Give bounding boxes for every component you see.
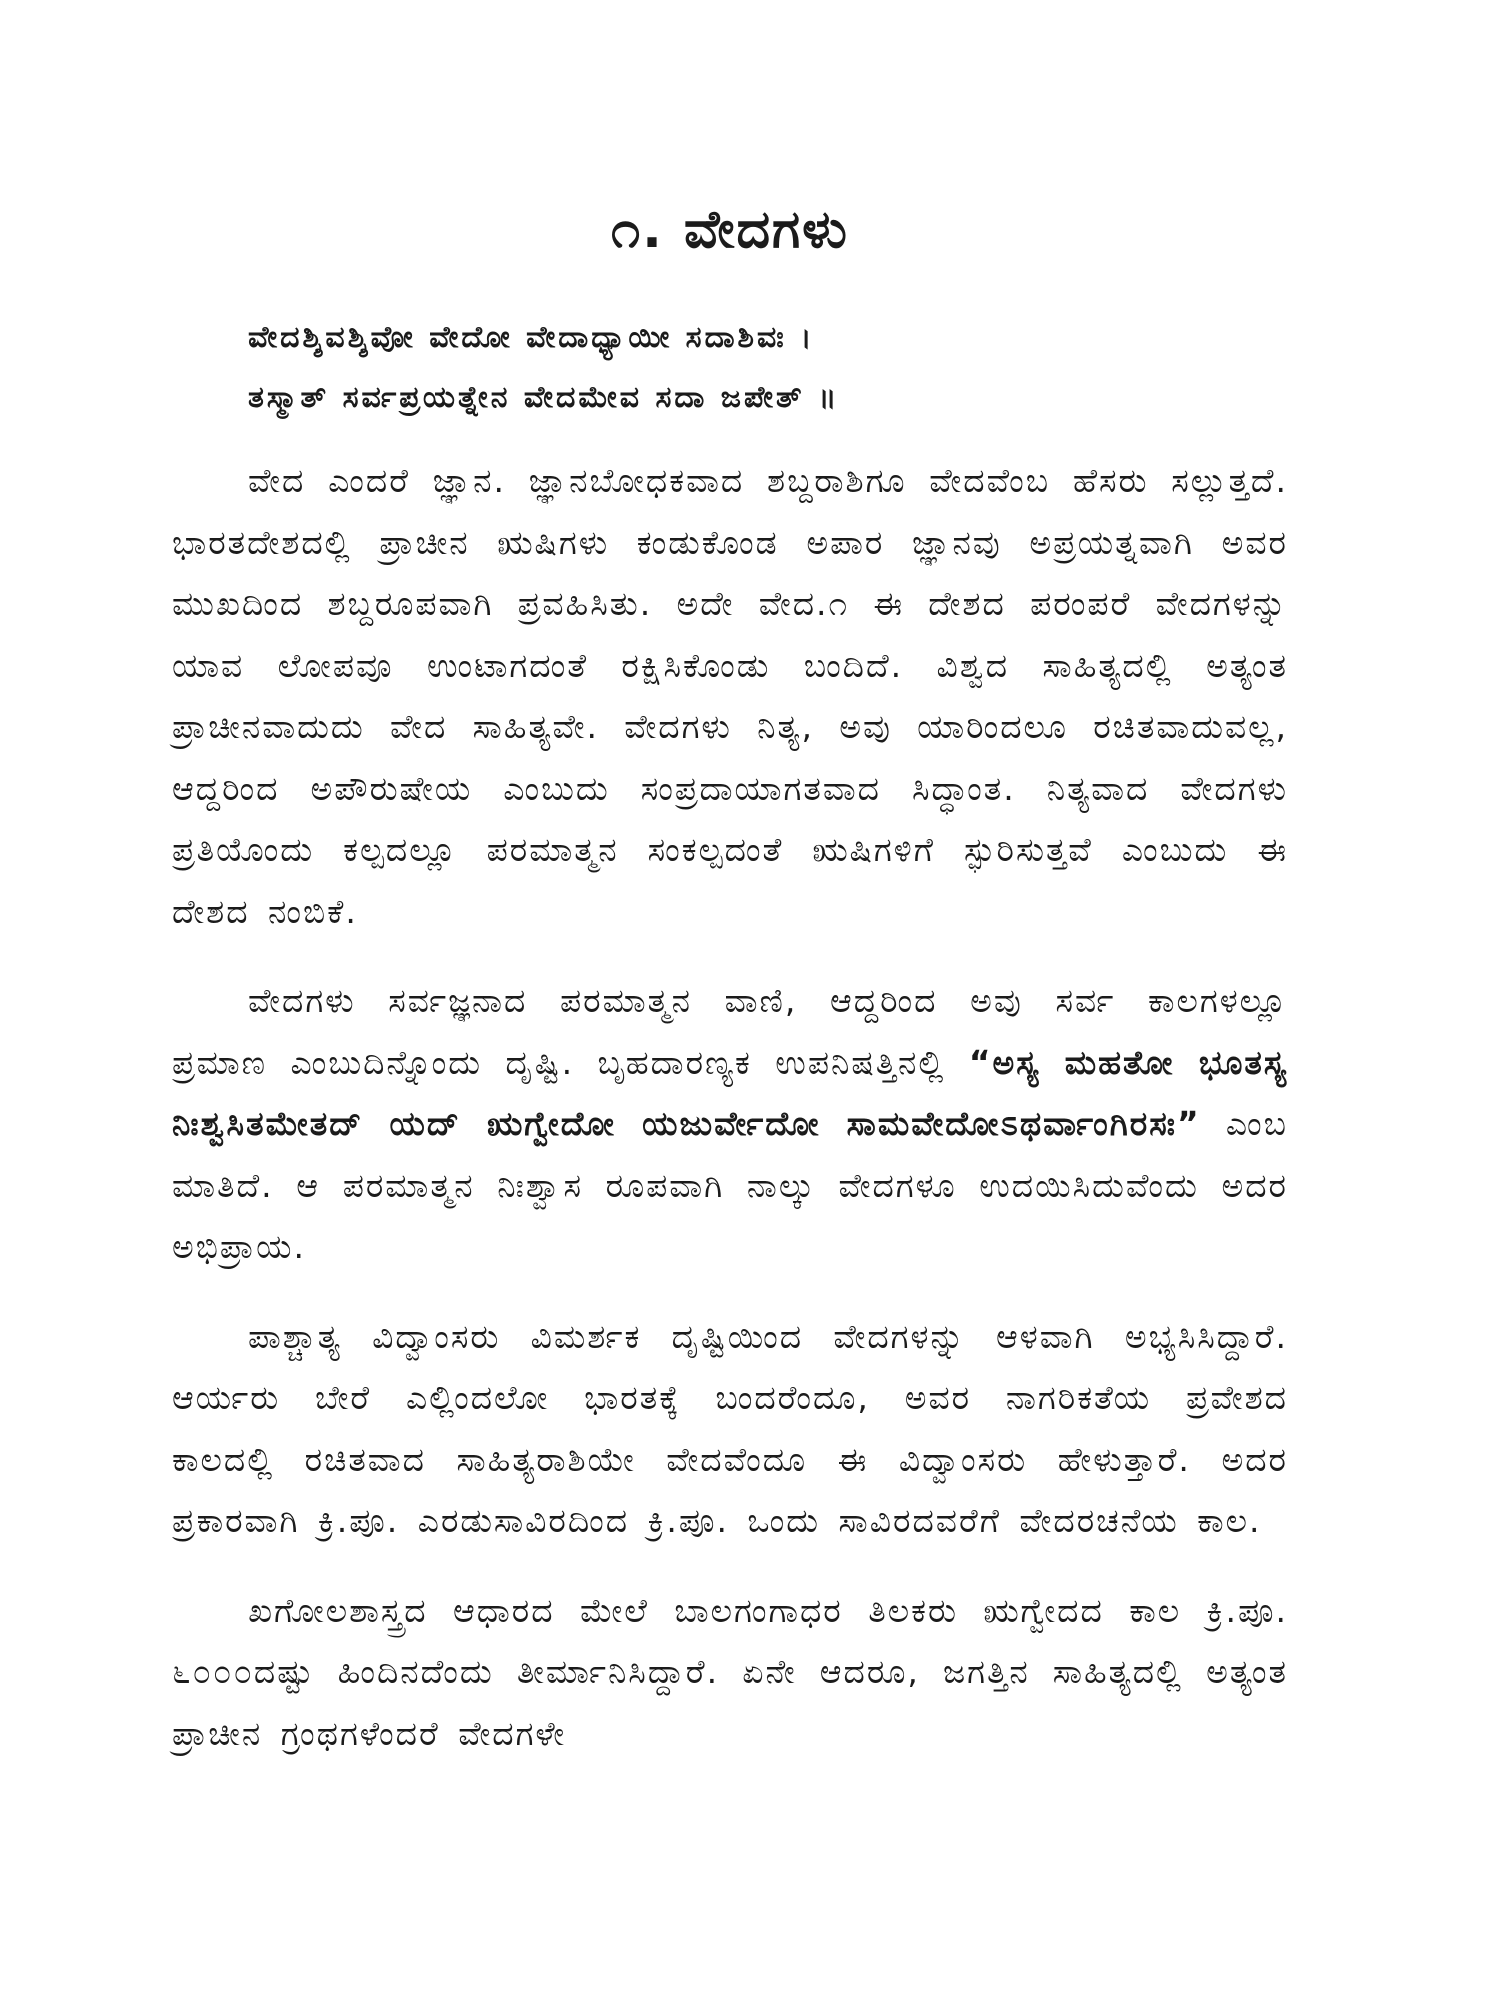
paragraph-1: ವೇದ ಎಂದರೆ ಜ್ಞಾನ. ಜ್ಞಾನಬೋಧಕವಾದ ಶಬ್ದರಾಶಿಗೂ ವೇದವೆಂಬ ಹೆಸರು ಸಲ್ಲುತ್ತದೆ. ಭಾರತದೇಶದಲ್ಲಿ ಪ್ರಾಚೀನ ಋಷಿಗಳು ಕಂಡುಕೊಂಡ ಅಪಾರ ಜ್ಞಾನವು ಅಪ್ರಯತ್ನವಾಗಿ ಅವರ ಮುಖದಿಂದ ಶಬ್ದರೂಪವಾಗಿ ಪ್ರವಹಿಸಿತು. ಅದೇ ವೇದ.೧ ಈ ದೇಶದ ಪರಂಪರೆ ವೇದಗಳನ್ನು ಯಾವ ಲೋಪವೂ ಉಂಟಾಗದಂತೆ ರಕ್ಷಿಸಿಕೊಂಡು ಬಂದಿದೆ. ವಿಶ್ವದ ಸಾಹಿತ್ಯದಲ್ಲಿ ಅತ್ಯಂತ ಪ್ರಾಚೀನವಾದುದು ವೇದ ಸಾಹಿತ್ಯವೇ. ವೇದಗಳು ನಿತ್ಯ, ಅವು ಯಾರಿಂದಲೂ ರಚಿತವಾದುವಲ್ಲ, ಆದ್ದರಿಂದ ಅಪೌರುಷೇಯ ಎಂಬುದು ಸಂಪ್ರದಾಯಾಗತವಾದ ಸಿದ್ಧಾಂತ. ನಿತ್ಯವಾದ ವೇದಗಳು ಪ್ರತಿಯೊಂದು ಕಲ್ಪದಲ್ಲೂ ಪರಮಾತ್ಮನ ಸಂಕಲ್ಪದಂತೆ ಋಷಿಗಳಿಗೆ ಸ್ಫುರಿಸುತ್ತವೆ ಎಂಬುದು ಈ ದೇಶದ ನಂಬಿಕೆ. <box>172 461 1288 931</box>
upanishad-quote: “ಅಸ್ಯ ಮಹತೋ ಭೂತಸ್ಯ ನಿಃಶ್ವಸಿತಮೇತದ್ ಯದ್ ಋಗ್ವೇದೋ ಯಜುರ್ವೇದೋ ಸಾಮವೇದೋಽಥರ್ವಾಂಗಿರಸಃ” <box>172 1042 1288 1143</box>
paragraph-3: ಪಾಶ್ಚಾತ್ಯ ವಿದ್ವಾಂಸರು ವಿಮರ್ಶಕ ದೃಷ್ಟಿಯಿಂದ ವೇದಗಳನ್ನು ಆಳವಾಗಿ ಅಭ್ಯಸಿಸಿದ್ದಾರೆ. ಆರ್ಯರು ಬೇರೆ ಎಲ್ಲಿಂದಲೋ ಭಾರತಕ್ಕೆ ಬಂದರೆಂದೂ, ಅವರ ನಾಗರಿಕತೆಯ ಪ್ರವೇಶದ ಕಾಲದಲ್ಲಿ ರಚಿತವಾದ ಸಾಹಿತ್ಯರಾಶಿಯೇ ವೇದವೆಂದೂ ಈ ವಿದ್ವಾಂಸರು ಹೇಳುತ್ತಾರೆ. ಅದರ ಪ್ರಕಾರವಾಗಿ ಕ್ರಿ.ಪೂ. ಎರಡುಸಾವಿರದಿಂದ ಕ್ರಿ.ಪೂ. ಒಂದು ಸಾವಿರದವರೆಗೆ ವೇದರಚನೆಯ ಕಾಲ. <box>172 1316 1288 1540</box>
paragraph-4: ಖಗೋಲಶಾಸ್ತ್ರದ ಆಧಾರದ ಮೇಲೆ ಬಾಲಗಂಗಾಧರ ತಿಲಕರು ಋಗ್ವೇದದ ಕಾಲ ಕ್ರಿ.ಪೂ. ೬೦೦೦ದಷ್ಟು ಹಿಂದಿನದೆಂದು ತೀರ್ಮಾನಿಸಿದ್ದಾರೆ. ಏನೇ ಆದರೂ, ಜಗತ್ತಿನ ಸಾಹಿತ್ಯದಲ್ಲಿ ಅತ್ಯಂತ ಪ್ರಾಚೀನ ಗ್ರಂಥಗಳೆಂದರೆ ವೇದಗಳೇ <box>172 1590 1288 1753</box>
paragraph-2-conclusion: ಎಂಬ ಮಾತಿದೆ. ಆ ಪರಮಾತ್ಮನ ನಿಃಶ್ವಾಸ ರೂಪವಾಗಿ ನಾಲ್ಕು ವೇದಗಳೂ ಉದಯಿಸಿದುವೆಂದು ಅದರ ಅಭಿಪ್ರಾಯ. <box>172 1104 1288 1266</box>
invocation-verse <box>248 308 1308 428</box>
paragraph-2 <box>172 970 1288 1278</box>
body-text <box>172 450 1288 1792</box>
verse-line-2: ತಸ್ಮಾತ್ ಸರ್ವಪ್ರಯತ್ನೇನ ವೇದಮೇವ ಸದಾ ಜಪೇತ್ ॥ <box>248 380 840 415</box>
paragraph-2-intro: ವೇದಗಳು ಸರ್ವಜ್ಞನಾದ ಪರಮಾತ್ಮನ ವಾಣಿ, ಆದ್ದರಿಂದ ಅವು ಸರ್ವ ಕಾಲಗಳಲ್ಲೂ ಪ್ರಮಾಣ ಎಂಬುದಿನ್ನೊಂದು ದೃಷ್ಟಿ. ಬೃಹದಾರಣ್ಯಕ ಉಪನಿಷತ್ತಿನಲ್ಲಿ <box>172 981 1288 1082</box>
verse-line-1: ವೇದಶ್ಶಿವಶ್ಶಿವೋ ವೇದೋ ವೇದಾಧ್ಯಾಯೀ ಸದಾಶಿವಃ । <box>248 320 815 355</box>
chapter-title: ೧. ವೇದಗಳು <box>611 200 849 260</box>
